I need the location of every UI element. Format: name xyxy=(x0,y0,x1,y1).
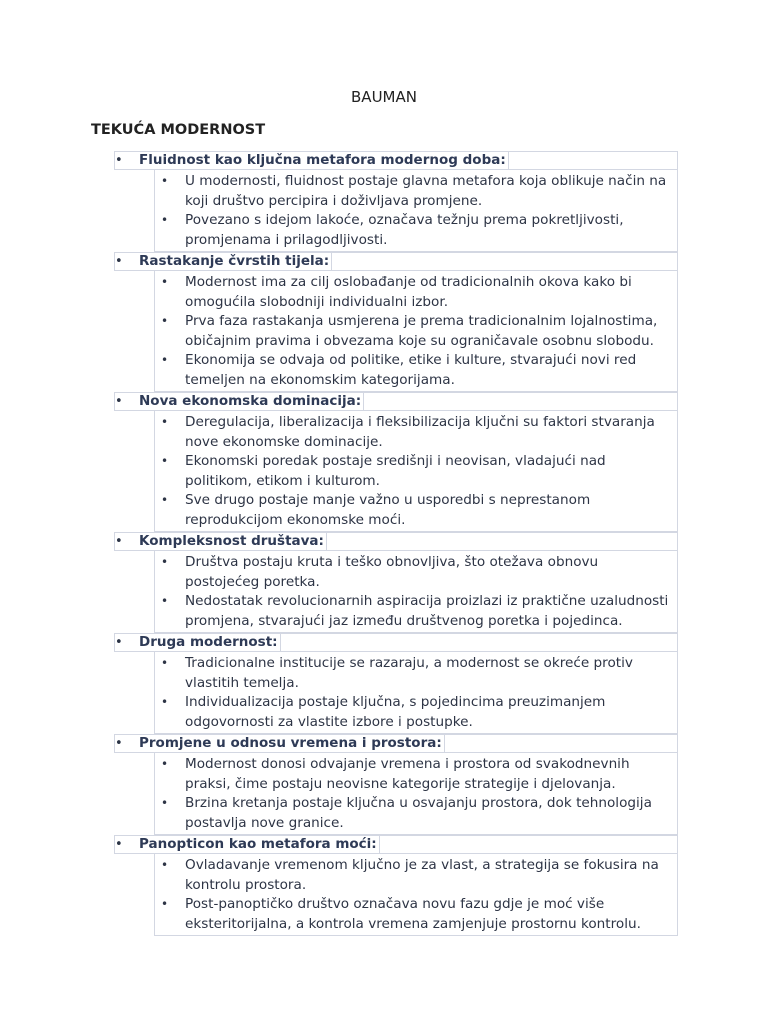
list-item-text: Društva postaju kruta i teško obnovljiva, što otežava obnovu postojećeg poretka. xyxy=(185,554,599,590)
section-heading: Panopticon kao metafora moći: xyxy=(139,836,380,853)
list-item xyxy=(155,172,677,211)
bullet-icon: • xyxy=(161,796,169,810)
bullet-icon: • xyxy=(161,353,169,367)
list-item-text: Ekonomija se odvaja od politike, etike i kulture, stvarajući novi red temeljen na ekonomskim kategorijama. xyxy=(185,352,637,388)
bullet-icon: • xyxy=(161,454,169,468)
list-item-text: U modernosti, fluidnost postaje glavna metafora koja oblikuje način na koji društvo percipira i doživljava promjene. xyxy=(185,173,667,209)
section-items xyxy=(154,411,678,532)
section xyxy=(114,835,678,936)
list-item xyxy=(155,491,677,530)
list-item-text: Prva faza rastakanja usmjerena je prema tradicionalnim lojalnostima, običajnim pravima i obvezama koje su ograničavale osobnu slobodu. xyxy=(185,313,658,349)
section-items xyxy=(154,170,678,252)
list-item-text: Nedostatak revolucionarnih aspiracija proizlazi iz praktične uzaludnosti promjena, stvarajući jaz između društvenog poretka i pojedinca. xyxy=(185,593,669,629)
list-item xyxy=(155,895,677,934)
list-item-text: Ekonomski poredak postaje središnji i neovisan, vladajući nad politikom, etikom i kulturom. xyxy=(185,453,606,489)
list-item-text: Post-panoptičko društvo označava novu fazu gdje je moć više eksteritorijalna, a kontrola vremena zamjenjuje prostornu kontrolu. xyxy=(185,896,641,932)
section-heading: Fluidnost kao ključna metafora modernog doba: xyxy=(139,152,509,169)
bullet-icon: • xyxy=(161,897,169,911)
bullet-icon: • xyxy=(161,757,169,771)
bullet-icon: • xyxy=(115,394,123,409)
list-item xyxy=(155,592,677,631)
bullet-icon: • xyxy=(115,254,123,269)
section xyxy=(114,392,678,532)
section-items xyxy=(154,551,678,633)
section-heading: Rastakanje čvrstih tijela: xyxy=(139,253,332,270)
section xyxy=(114,151,678,252)
list-item xyxy=(155,273,677,312)
bullet-icon: • xyxy=(161,656,169,670)
list-item xyxy=(155,312,677,351)
section-heading-row xyxy=(114,392,678,411)
bullet-icon: • xyxy=(161,275,169,289)
bullet-icon: • xyxy=(161,314,169,328)
list-item xyxy=(155,413,677,452)
section xyxy=(114,734,678,835)
bullet-icon: • xyxy=(161,858,169,872)
bullet-icon: • xyxy=(115,153,123,168)
section-items xyxy=(154,652,678,734)
list-item xyxy=(155,351,677,390)
document-subtitle: TEKUĆA MODERNOST xyxy=(91,122,266,138)
bullet-icon: • xyxy=(161,695,169,709)
list-item xyxy=(155,794,677,833)
section-heading-row xyxy=(114,835,678,854)
section-heading-row xyxy=(114,734,678,753)
list-item-text: Povezano s idejom lakoće, označava težnju prema pokretljivosti, promjenama i prilagodljivosti. xyxy=(185,212,624,248)
section-list xyxy=(114,151,678,936)
list-item xyxy=(155,693,677,732)
list-item xyxy=(155,452,677,491)
section-items xyxy=(154,854,678,936)
bullet-icon: • xyxy=(115,736,123,751)
section-heading-row xyxy=(114,633,678,652)
section xyxy=(114,252,678,392)
bullet-icon: • xyxy=(161,415,169,429)
list-item-text: Ovladavanje vremenom ključno je za vlast, a strategija se fokusira na kontrolu prostora. xyxy=(185,857,659,893)
list-item-text: Sve drugo postaje manje važno u usporedbi s neprestanom reprodukcijom ekonomske moći. xyxy=(185,492,591,528)
list-item-text: Modernost donosi odvajanje vremena i prostora od svakodnevnih praksi, čime postaju neovisne kategorije strategije i djelovanja. xyxy=(185,756,630,792)
bullet-icon: • xyxy=(115,837,123,852)
section-heading: Nova ekonomska dominacija: xyxy=(139,393,364,410)
list-item-text: Individualizacija postaje ključna, s pojedincima preuzimanjem odgovornosti za vlastite izbore i postupke. xyxy=(185,694,606,730)
section-heading-row xyxy=(114,151,678,170)
section-heading: Druga modernost: xyxy=(139,634,281,651)
list-item xyxy=(155,211,677,250)
list-item-text: Tradicionalne institucije se razaraju, a modernost se okreće protiv vlastitih temelja. xyxy=(185,655,633,691)
section-items xyxy=(154,271,678,392)
list-item-text: Deregulacija, liberalizacija i fleksibilizacija ključni su faktori stvaranja nove ekonomske dominacije. xyxy=(185,414,655,450)
list-item xyxy=(155,755,677,794)
document-title: BAUMAN xyxy=(351,88,417,106)
bullet-icon: • xyxy=(161,174,169,188)
section-heading-row xyxy=(114,532,678,551)
bullet-icon: • xyxy=(161,493,169,507)
section-heading: Kompleksnost društava: xyxy=(139,533,327,550)
section-items xyxy=(154,753,678,835)
section-heading: Promjene u odnosu vremena i prostora: xyxy=(139,735,445,752)
section xyxy=(114,532,678,633)
section-heading-row xyxy=(114,252,678,271)
section xyxy=(114,633,678,734)
bullet-icon: • xyxy=(161,594,169,608)
bullet-icon: • xyxy=(161,555,169,569)
list-item xyxy=(155,856,677,895)
bullet-icon: • xyxy=(115,534,123,549)
list-item-text: Modernost ima za cilj oslobađanje od tradicionalnih okova kako bi omogućila slobodniji individualni izbor. xyxy=(185,274,632,310)
list-item xyxy=(155,654,677,693)
bullet-icon: • xyxy=(115,635,123,650)
list-item-text: Brzina kretanja postaje ključna u osvajanju prostora, dok tehnologija postavlja nove granice. xyxy=(185,795,652,831)
list-item xyxy=(155,553,677,592)
bullet-icon: • xyxy=(161,213,169,227)
